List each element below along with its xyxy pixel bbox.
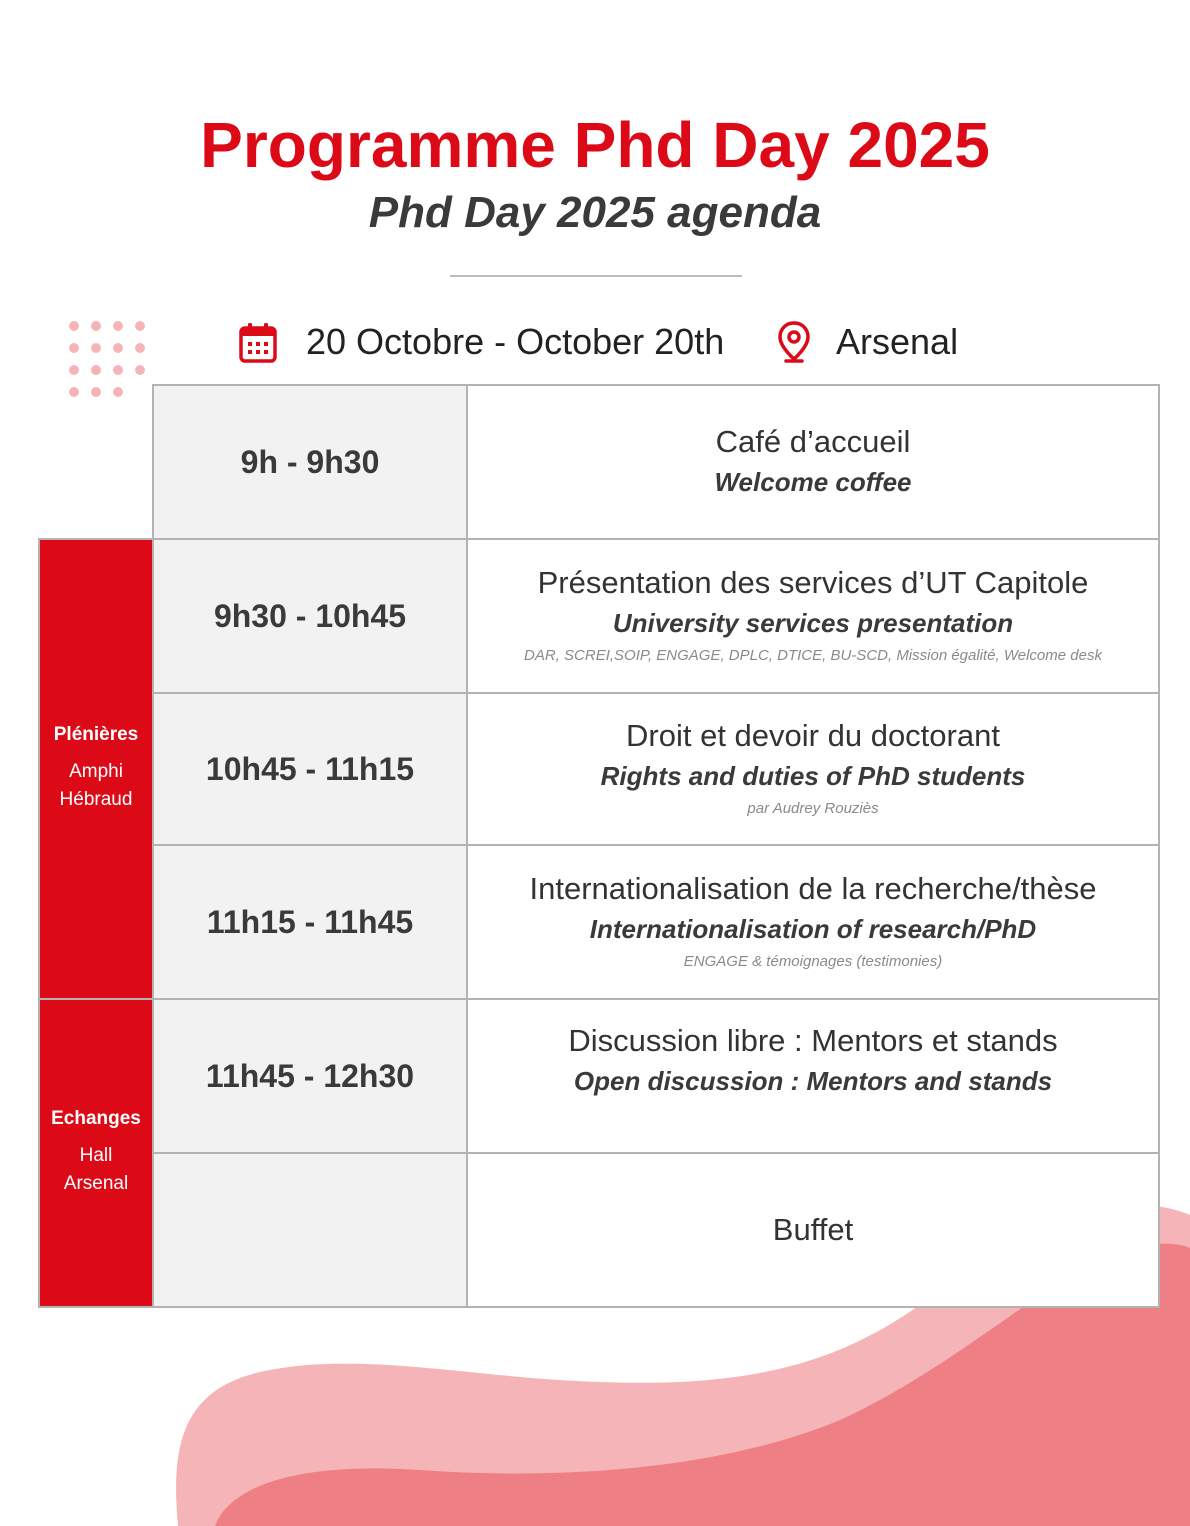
page-title: Programme Phd Day 2025	[200, 109, 990, 181]
activity-cell	[468, 538, 1160, 694]
section-name: Plénières	[53, 724, 139, 745]
section-name: Echanges	[51, 1108, 141, 1129]
time-slot: 9h - 9h30	[152, 384, 468, 540]
activity-title-en: University services presentation	[612, 608, 1014, 638]
activity-cell	[468, 1152, 1160, 1308]
section-location: Hall Arsenal	[63, 1145, 129, 1194]
section-echanges	[38, 998, 154, 1308]
activity-title-en: Internationalisation of research/PhD	[589, 914, 1037, 944]
activity-title-fr: Café d’accueil	[715, 424, 911, 459]
event-info-line	[0, 318, 1190, 370]
map-pin-icon	[777, 320, 811, 364]
section-location: Amphi Hébraud	[59, 761, 133, 810]
time-slot: 9h30 - 10h45	[152, 538, 468, 694]
activity-title-fr: Présentation des services d’UT Capitole	[537, 565, 1089, 600]
activity-note: ENGAGE & témoignages (testimonies)	[683, 953, 943, 970]
activity-cell	[468, 998, 1160, 1154]
activity-title-fr: Discussion libre : Mentors et stands	[568, 1023, 1058, 1058]
activity-note: DAR, SCREI,SOIP, ENGAGE, DPLC, DTICE, BU-SCD, Mission égalité, Welcome desk	[524, 647, 1102, 664]
time-slot: 10h45 - 11h15	[152, 692, 468, 846]
time-slot: 11h15 - 11h45	[152, 844, 468, 1000]
activity-cell	[468, 844, 1160, 1000]
activity-title-fr: Internationalisation de la recherche/thèse	[529, 871, 1097, 906]
page-subtitle: Phd Day 2025 agenda	[368, 188, 822, 237]
section-plenieres	[38, 538, 154, 1000]
activity-title-en: Rights and duties of PhD students	[600, 761, 1026, 791]
event-location: Arsenal	[836, 321, 959, 362]
activity-cell	[468, 692, 1160, 846]
event-date: 20 Octobre - October 20th	[306, 321, 725, 362]
activity-title-fr: Buffet	[772, 1212, 854, 1247]
activity-title-en: Welcome coffee	[714, 467, 912, 497]
activity-title-en: Open discussion : Mentors and stands	[573, 1066, 1053, 1096]
activity-title-fr: Droit et devoir du doctorant	[626, 718, 1000, 753]
activity-note: par Audrey Rouziès	[747, 800, 879, 817]
calendar-icon	[238, 322, 278, 364]
title-divider	[450, 275, 742, 277]
activity-cell	[468, 384, 1160, 540]
time-slot: 11h45 - 12h30	[152, 998, 468, 1154]
time-slot	[152, 1152, 468, 1308]
